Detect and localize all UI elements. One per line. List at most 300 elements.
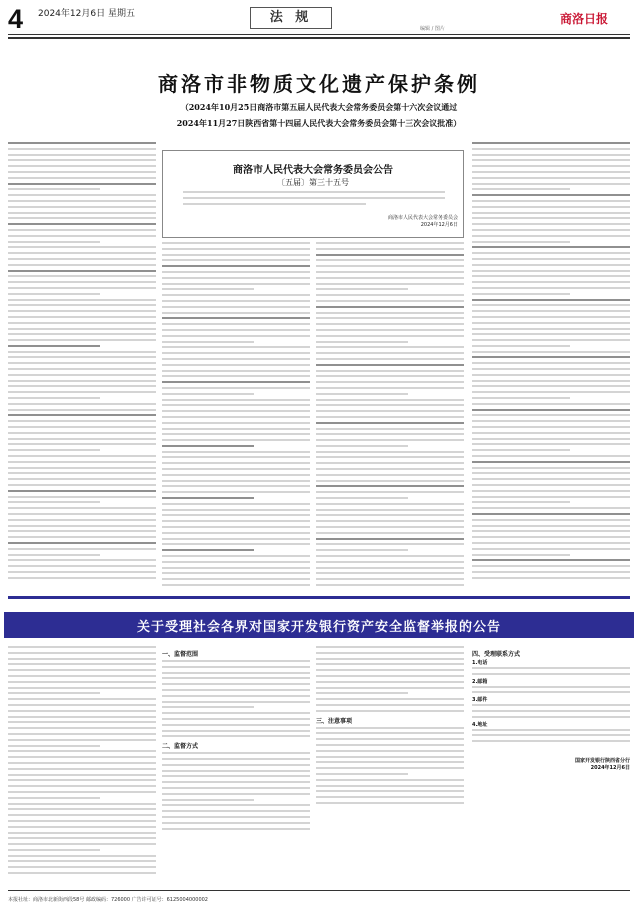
text-line: [8, 275, 156, 277]
text-line: [316, 790, 464, 792]
ad-sign-org: 国家开发银行陕西省分行: [574, 758, 630, 765]
text-line: [8, 721, 156, 723]
text-line: [162, 660, 310, 662]
text-line: [472, 223, 630, 225]
text-line: [472, 264, 630, 266]
text-line: [472, 316, 630, 318]
text-line: [472, 507, 630, 509]
notice-signature: [333, 215, 458, 229]
text-line: [316, 675, 464, 677]
text-line: [472, 241, 570, 243]
text-line: [162, 254, 310, 256]
text-line: [316, 698, 464, 700]
text-line: [162, 341, 254, 343]
notice-box: [162, 150, 464, 238]
text-line: [162, 306, 310, 308]
text-line: [162, 404, 310, 406]
text-line: [162, 503, 310, 505]
text-line: [472, 484, 630, 486]
text-line: [162, 810, 310, 812]
text-line: [8, 333, 156, 335]
text-line: [316, 756, 464, 758]
text-line: [316, 681, 464, 683]
text-line: [162, 793, 310, 795]
text-line: [316, 543, 464, 545]
text-line: [472, 542, 630, 544]
regulation-title: 商洛市非物质文化遗产保护条例: [158, 72, 480, 96]
text-line: [8, 484, 156, 486]
text-line: [162, 265, 310, 267]
text-line: [472, 461, 630, 463]
text-line: [316, 732, 464, 734]
text-line: [162, 352, 310, 354]
text-line: [8, 414, 156, 416]
text-line: [162, 456, 310, 458]
text-line: [8, 803, 156, 805]
text-line: [316, 381, 464, 383]
text-line: [316, 433, 464, 435]
text-line: [8, 368, 156, 370]
text-line: [472, 438, 630, 440]
contact-mail: 3.邮件: [472, 697, 488, 704]
text-line: [162, 370, 310, 372]
text-line: [162, 677, 310, 679]
text-line: [8, 397, 100, 399]
text-line: [316, 658, 464, 660]
text-line: [162, 410, 310, 412]
text-line: [162, 399, 310, 401]
text-line: [316, 704, 464, 706]
text-line: [8, 385, 156, 387]
text-line: [162, 816, 310, 818]
text-line: [162, 346, 310, 348]
text-line: [8, 420, 156, 422]
text-line: [162, 799, 254, 801]
text-line: [162, 567, 310, 569]
text-line: [162, 358, 310, 360]
text-line: [8, 478, 156, 480]
text-line: [8, 513, 156, 515]
text-line: [162, 387, 310, 389]
text-line: [472, 704, 630, 706]
text-line: [162, 520, 310, 522]
text-line: [472, 449, 570, 451]
text-line: [8, 183, 156, 185]
text-line: [8, 362, 156, 364]
text-line: [8, 148, 156, 150]
text-line: [472, 548, 630, 550]
text-line: [8, 687, 156, 689]
text-line: [316, 375, 464, 377]
text-line: [472, 351, 630, 353]
text-line: [8, 316, 156, 318]
text-line: [8, 698, 156, 700]
text-line: [316, 248, 464, 250]
text-line: [8, 791, 156, 793]
text-line: [8, 855, 156, 857]
text-line: [8, 837, 156, 839]
text-line: [162, 538, 310, 540]
text-line: [8, 403, 156, 405]
text-line: [8, 768, 156, 770]
text-line: [8, 229, 156, 231]
text-line: [472, 478, 630, 480]
text-line: [8, 525, 156, 527]
text-line: [472, 501, 570, 503]
text-line: [316, 773, 408, 775]
text-line: [8, 287, 156, 289]
text-line: [162, 701, 310, 703]
text-line: [472, 328, 630, 330]
text-line: [316, 750, 464, 752]
text-line: [472, 667, 630, 669]
text-line: [8, 293, 100, 295]
ad-column-3: [316, 646, 464, 808]
text-line: [8, 797, 100, 799]
text-line: [162, 462, 310, 464]
text-line: [8, 264, 156, 266]
text-line: [316, 738, 464, 740]
text-line: [472, 673, 630, 675]
text-line: [8, 692, 100, 694]
text-line: [472, 356, 630, 358]
text-line: [316, 370, 464, 372]
text-line: [472, 536, 630, 538]
footer-rule: [8, 890, 630, 891]
text-line: [472, 513, 630, 515]
body-column-1: [8, 142, 156, 583]
text-line: [162, 259, 310, 261]
text-line: [316, 526, 464, 528]
text-line: [8, 750, 156, 752]
text-line: [162, 491, 310, 493]
text-line: [8, 542, 156, 544]
text-line: [316, 503, 464, 505]
text-line: [8, 281, 156, 283]
text-line: [8, 472, 156, 474]
text-line: [162, 300, 310, 302]
text-line: [316, 669, 464, 671]
text-line: [472, 472, 630, 474]
text-line: [472, 385, 630, 387]
notice-body: [183, 191, 445, 208]
body-column-2: [162, 242, 310, 590]
text-line: [8, 374, 156, 376]
text-line: [472, 716, 630, 718]
text-line: [316, 584, 464, 586]
text-line: [472, 148, 630, 150]
text-line: [8, 154, 156, 156]
text-line: [316, 451, 464, 453]
text-line: [8, 716, 156, 718]
notice-title: 商洛市人民代表大会常务委员会公告: [233, 165, 393, 176]
text-line: [316, 462, 464, 464]
contact-phone: 1.电话: [472, 660, 488, 666]
text-line: [162, 689, 310, 691]
text-line: [316, 779, 464, 781]
text-line: [316, 485, 464, 487]
text-line: [8, 733, 156, 735]
text-line: [472, 554, 570, 556]
text-line: [472, 188, 570, 190]
text-line: [472, 322, 630, 324]
text-line: [472, 165, 630, 167]
text-line: [8, 328, 156, 330]
text-line: [8, 391, 156, 393]
text-line: [8, 785, 156, 787]
text-line: [472, 565, 630, 567]
text-line: [472, 270, 630, 272]
text-line: [472, 577, 630, 579]
regulation-subtitle-2: 2024年11月27日陕西省第十四届人民代表大会常务委员会第十三次会议批准）: [176, 118, 462, 128]
text-line: [316, 358, 464, 360]
text-line: [316, 561, 464, 563]
section-divider: [8, 596, 630, 599]
text-line: [162, 735, 310, 737]
text-line: [316, 288, 408, 290]
text-line: [316, 323, 464, 325]
text-line: [316, 416, 464, 418]
section-label: 法 规: [250, 7, 332, 29]
text-line: [316, 265, 464, 267]
text-line: [8, 536, 156, 538]
text-line: [8, 241, 100, 243]
editors: 编辑 / 图片: [420, 26, 445, 32]
text-line: [472, 559, 630, 561]
text-line: [472, 362, 630, 364]
text-line: [8, 530, 156, 532]
text-line: [8, 356, 156, 358]
text-line: [8, 548, 156, 550]
text-line: [162, 706, 254, 708]
text-line: [472, 374, 630, 376]
text-line: [472, 740, 630, 742]
text-line: [162, 666, 310, 668]
text-line: [8, 808, 156, 810]
text-line: [162, 752, 310, 754]
text-line: [162, 787, 310, 789]
text-line: [8, 194, 156, 196]
text-line: [316, 242, 464, 244]
text-line: [472, 710, 630, 712]
text-line: [316, 341, 408, 343]
text-line: [162, 822, 310, 824]
text-line: [8, 559, 156, 561]
text-line: [316, 404, 464, 406]
ad-sign-date: 2024年12月6日: [590, 765, 630, 772]
text-line: [8, 663, 156, 665]
text-line: [8, 681, 156, 683]
text-line: [472, 455, 630, 457]
text-line: [8, 820, 156, 822]
text-line: [162, 683, 310, 685]
text-line: [472, 432, 630, 434]
page-number: 4: [8, 4, 24, 34]
text-line: [162, 775, 310, 777]
text-line: [316, 727, 464, 729]
text-line: [162, 724, 310, 726]
text-line: [162, 277, 310, 279]
text-line: [8, 299, 156, 301]
regulation-subtitle-1: （2024年10月25日商洛市第五届人民代表大会常务委员会第十六次会议通过: [180, 102, 458, 112]
announcement-title: 关于受理社会各界对国家开发银行资产安全监督举报的公告: [136, 620, 501, 635]
text-line: [162, 497, 254, 499]
text-line: [8, 304, 156, 306]
text-line: [316, 532, 464, 534]
text-line: [316, 306, 464, 308]
text-line: [316, 514, 464, 516]
text-line: [472, 159, 630, 161]
text-line: [162, 271, 310, 273]
text-line: [8, 223, 156, 225]
text-line: [162, 555, 310, 557]
text-line: [472, 299, 630, 301]
text-line: [472, 403, 630, 405]
text-line: [316, 393, 408, 395]
text-line: [162, 509, 310, 511]
text-line: [8, 814, 156, 816]
text-line: [162, 532, 310, 534]
text-line: [8, 774, 156, 776]
text-line: [8, 165, 156, 167]
text-line: [162, 381, 310, 383]
text-line: [316, 300, 464, 302]
text-line: [316, 422, 464, 424]
text-line: [8, 577, 156, 579]
text-line: [316, 456, 464, 458]
text-line: [162, 439, 310, 441]
text-line: [162, 317, 310, 319]
text-line: [162, 543, 310, 545]
text-line: [316, 767, 464, 769]
text-line: [472, 391, 630, 393]
text-line: [472, 519, 630, 521]
text-line: [162, 480, 310, 482]
text-line: [8, 745, 100, 747]
text-line: [8, 438, 156, 440]
text-line: [316, 520, 464, 522]
text-line: [472, 293, 570, 295]
text-line: [316, 567, 464, 569]
text-line: [162, 445, 254, 447]
text-line: [8, 849, 100, 851]
text-line: [8, 258, 156, 260]
text-line: [472, 525, 630, 527]
text-line: [316, 802, 464, 804]
text-line: [162, 422, 310, 424]
text-line: [472, 490, 630, 492]
text-line: [316, 687, 464, 689]
text-line: [316, 439, 464, 441]
text-line: [162, 828, 310, 830]
text-line: [8, 496, 156, 498]
text-line: [8, 159, 156, 161]
text-line: [472, 426, 630, 428]
text-line: [316, 785, 464, 787]
text-line: [472, 258, 630, 260]
notice-number: 〔五届〕第三十五号: [277, 178, 349, 187]
text-line: [472, 304, 630, 306]
text-line: [8, 675, 156, 677]
text-line: [8, 779, 156, 781]
text-line: [472, 691, 630, 693]
text-line: [162, 248, 310, 250]
text-line: [316, 491, 464, 493]
text-line: [472, 380, 630, 382]
text-line: [472, 212, 630, 214]
text-line: [472, 368, 630, 370]
text-line: [8, 565, 156, 567]
text-line: [8, 252, 156, 254]
notice-date: 2024年12月6日: [420, 222, 458, 228]
text-line: [472, 420, 630, 422]
text-line: [162, 335, 310, 337]
text-line: [8, 501, 100, 503]
text-line: [162, 526, 310, 528]
text-line: [472, 177, 630, 179]
text-line: [162, 468, 310, 470]
text-line: [162, 393, 254, 395]
text-line: [8, 235, 156, 237]
text-line: [162, 584, 310, 586]
header-rule-thick: [8, 37, 630, 39]
text-line: [8, 669, 156, 671]
text-line: [8, 217, 156, 219]
text-line: [472, 217, 630, 219]
text-line: [472, 310, 630, 312]
text-line: [472, 229, 630, 231]
text-line: [472, 414, 630, 416]
text-line: [316, 509, 464, 511]
text-line: [472, 686, 630, 688]
text-line: [316, 549, 408, 551]
text-line: [472, 281, 630, 283]
text-line: [162, 329, 310, 331]
text-line: [316, 578, 464, 580]
text-line: [472, 275, 630, 277]
text-line: [316, 387, 464, 389]
text-line: [316, 555, 464, 557]
text-line: [472, 235, 630, 237]
text-line: [162, 770, 310, 772]
text-line: [472, 154, 630, 156]
text-line: [162, 294, 310, 296]
text-line: [8, 762, 156, 764]
text-line: [316, 663, 464, 665]
text-line: [8, 426, 156, 428]
text-line: [8, 872, 156, 874]
body-column-3: [316, 242, 464, 590]
ad-column-2: [162, 646, 310, 833]
text-line: [8, 710, 156, 712]
text-line: [472, 287, 630, 289]
text-line: [8, 206, 156, 208]
text-line: [162, 364, 310, 366]
text-line: [8, 704, 156, 706]
text-line: [162, 561, 310, 563]
text-line: [472, 333, 630, 335]
text-line: [8, 658, 156, 660]
text-line: [162, 474, 310, 476]
text-line: [316, 329, 464, 331]
text-line: [472, 443, 630, 445]
text-line: [472, 729, 630, 731]
text-line: [316, 652, 464, 654]
text-line: [316, 796, 464, 798]
ad-heading-notes: 三、注意事项: [316, 717, 353, 725]
text-line: [472, 345, 570, 347]
text-line: [316, 572, 464, 574]
